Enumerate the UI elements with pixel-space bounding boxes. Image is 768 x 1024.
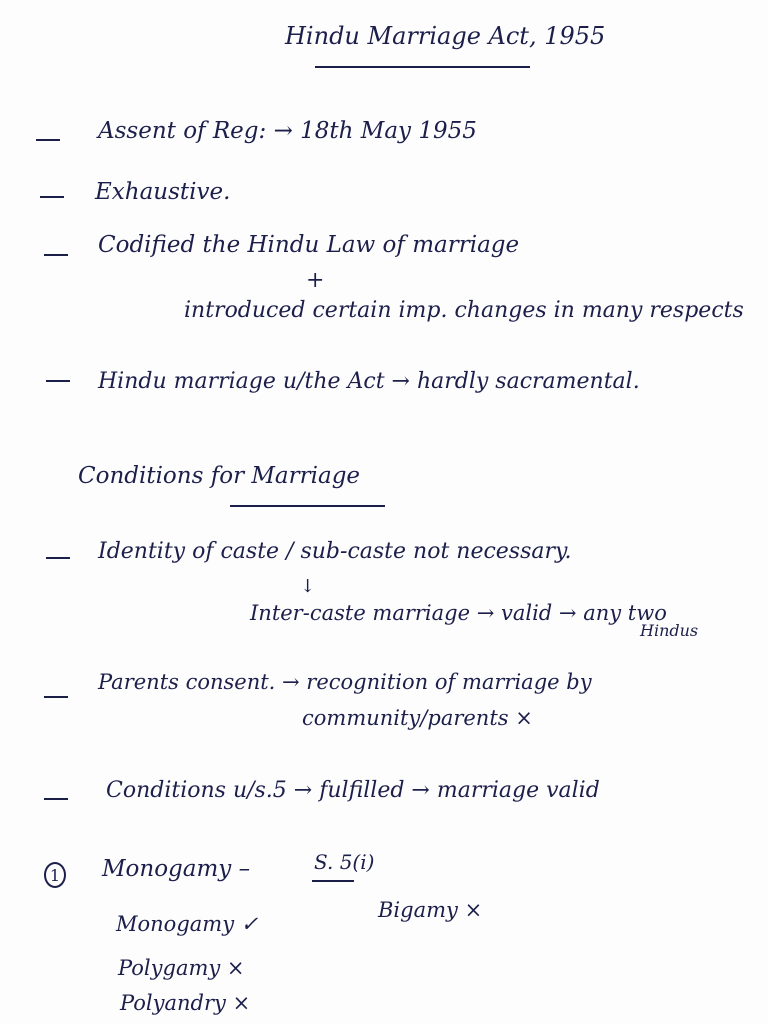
hindus-note: Hindus	[640, 621, 699, 640]
polygamy-item: Polygamy ×	[118, 956, 245, 980]
bullet-dash	[46, 557, 70, 559]
bullet-dash	[40, 196, 64, 198]
bullet-dash	[44, 798, 68, 800]
conditions-underline	[230, 505, 385, 507]
bullet-dash	[36, 139, 60, 141]
polyandry-item: Polyandry ×	[120, 991, 251, 1015]
title-underline	[315, 66, 530, 68]
intercaste-note: Inter-caste marriage → valid → any two	[250, 601, 667, 625]
page-title: Hindu Marriage Act, 1955	[285, 22, 606, 50]
bullet-dash	[46, 380, 70, 382]
monogamy-heading: Monogamy –	[102, 856, 251, 882]
number-one: 1	[49, 865, 61, 885]
us5-note: Conditions u/s.5 → fulfilled → marriage valid	[106, 778, 600, 803]
assent-note: Assent of Reg: → 18th May 1955	[98, 118, 477, 144]
down-arrow: ↓	[300, 576, 316, 597]
bullet-dash	[44, 696, 68, 698]
bullet-dash	[44, 254, 68, 256]
section-reference: S. 5(i)	[314, 850, 375, 874]
bigamy-item: Bigamy ×	[378, 898, 483, 922]
conditions-heading: Conditions for Marriage	[78, 463, 361, 489]
identity-note: Identity of caste / sub-caste not necessary.	[98, 539, 572, 564]
monogamy-item: Monogamy ✓	[116, 912, 259, 936]
parents-note: Parents consent. → recognition of marriage by	[98, 670, 592, 694]
section-underline	[312, 880, 354, 882]
codified-note: Codified the Hindu Law of marriage	[98, 232, 520, 258]
introduced-note: introduced certain imp. changes in many respects	[184, 298, 744, 323]
exhaustive-note: Exhaustive.	[95, 179, 231, 205]
plus-sign: +	[306, 268, 325, 293]
community-note: community/parents ×	[302, 706, 533, 730]
number-one-circle	[44, 862, 66, 888]
sacramental-note: Hindu marriage u/the Act → hardly sacramental.	[98, 369, 640, 394]
